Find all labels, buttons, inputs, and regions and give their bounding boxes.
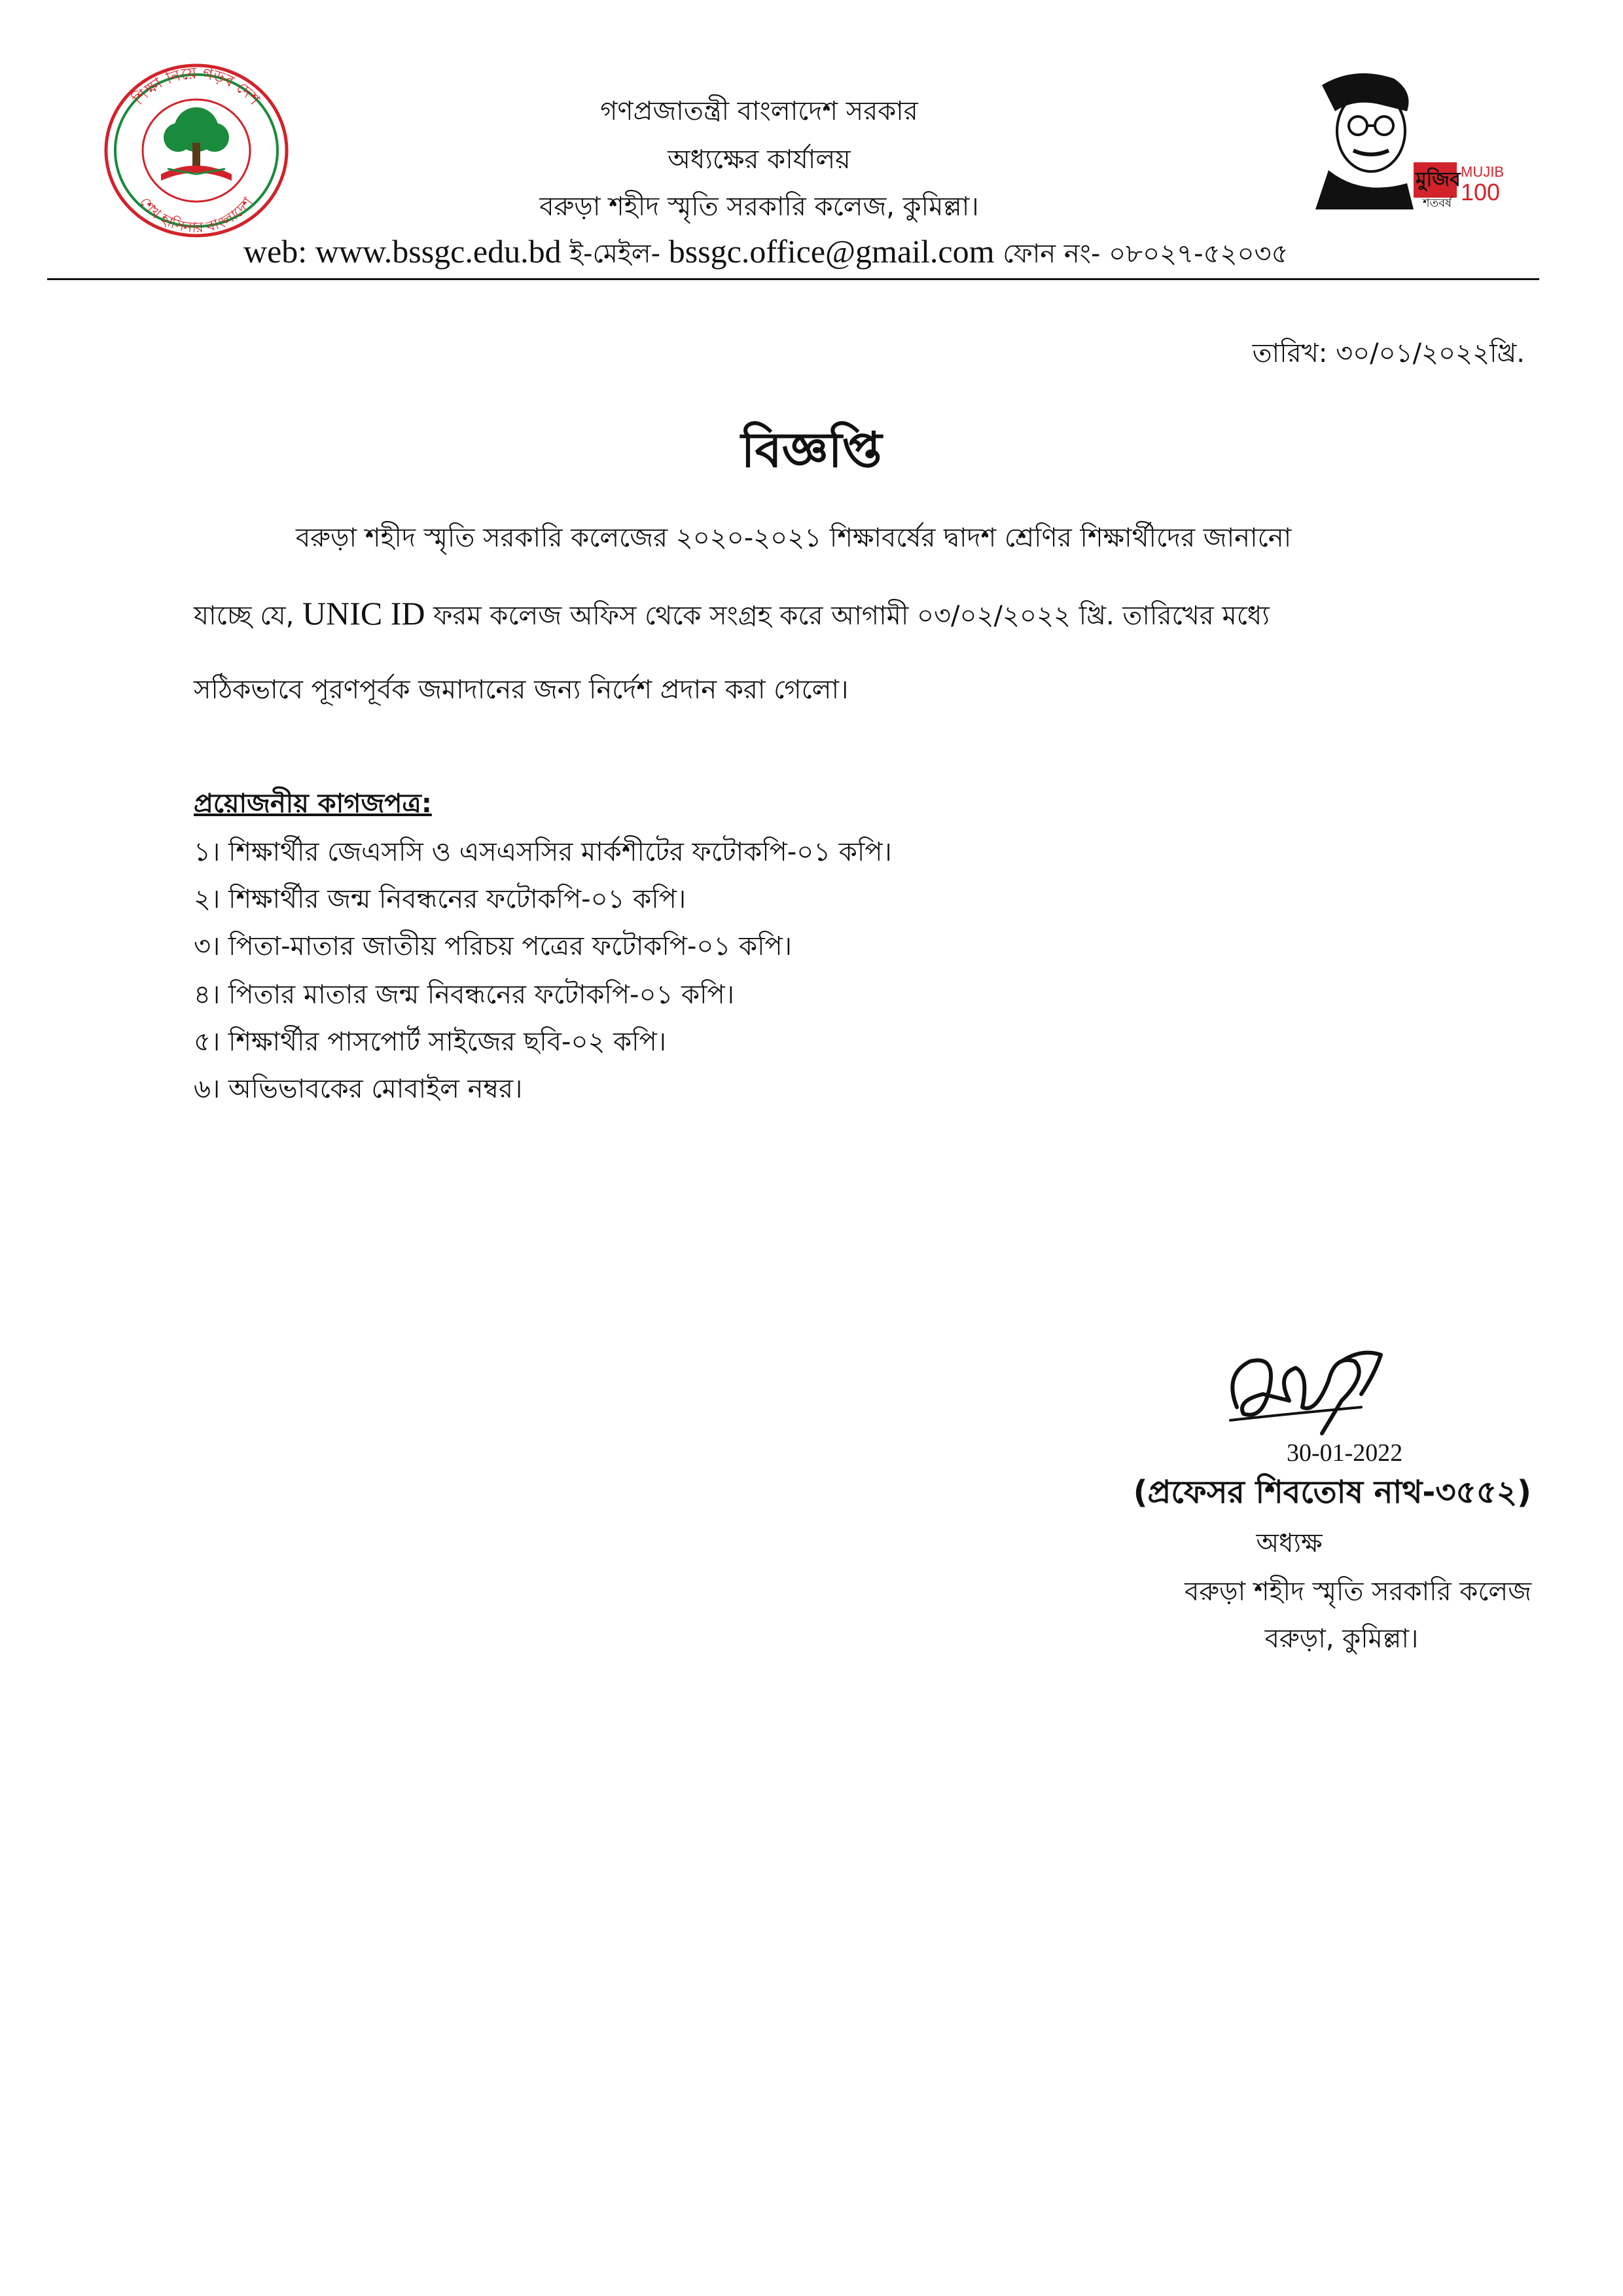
contact-line (243, 232, 1288, 277)
mujib-logo-en: MUJIB (1461, 164, 1504, 180)
notice-title: বিজ্ঞপ্তি (741, 422, 882, 478)
college-name-line: বরুড়া শহীদ স্মৃতি সরকারি কলেজ, কুমিল্লা। (539, 192, 979, 222)
requirement-item-3: ৩। পিতা-মাতার জাতীয় পরিচয় পত্রের ফটোকপি-০১ কপি। (194, 931, 792, 961)
requirement-item-2: ২। শিক্ষার্থীর জন্ম নিবন্ধনের ফটোকপি-০১ কপি। (194, 884, 687, 914)
mujib-centenary-logo (1283, 65, 1505, 216)
requirement-item-4: ৪। পিতার মাতার জন্ম নিবন্ধনের ফটোকপি-০১ কপি। (194, 980, 735, 1010)
svg-text:শিক্ষা নিয়ে গড়ব দেশ (129, 63, 264, 109)
college-logo (98, 59, 294, 242)
mujib-logo-sub: শতবর্ষ (1423, 196, 1452, 210)
signature-date: 30-01-2022 (1287, 1439, 1403, 1467)
logo-bottom-arc-text: শেখ হাসিনার বাংলাদেশ (135, 194, 257, 237)
signatory-location: বরুড়া, কুমিল্লা। (1264, 1624, 1419, 1654)
requirement-item-6: ৬। অভিভাবকের মোবাইল নম্বর। (194, 1074, 523, 1104)
requirement-item-1: ১। শিক্ষার্থীর জেএসসি ও এসএসসির মার্কশীটের ফটোকপি-০১ কপি। (194, 837, 892, 867)
office-line: অধ্যক্ষের কার্যালয় (668, 145, 851, 175)
requirement-item-5: ৫। শিক্ষার্থীর পাসপোর্ট সাইজের ছবি-০২ কপি। (194, 1027, 667, 1057)
body-line-2 (194, 594, 1535, 639)
handwritten-signature (1211, 1335, 1407, 1446)
svg-text:শেখ হাসিনার বাংলাদেশ (136, 194, 257, 236)
requirements-heading: প্রয়োজনীয় কাগজপত্র: (194, 789, 432, 819)
body-line-2-end: ফরম কলেজ অফিস থেকে সংগ্রহ করে আগামী ০৩/০২/২০২২ খ্রি. তারিখের মধ্যে (425, 601, 1270, 631)
mujib-logo-100: 100 (1461, 179, 1501, 206)
govt-line: গণপ্রজাতন্ত্রী বাংলাদেশ সরকার (600, 96, 918, 126)
notice-date: তারিখ: ৩০/০১/২০২২খ্রি. (1252, 338, 1525, 368)
phone-text: ফোন নং- ০৮০২৭-৫২০৩৫ (994, 239, 1289, 269)
signatory-institution: বরুড়া শহীদ স্মৃতি সরকারি কলেজ (1185, 1577, 1531, 1607)
mujib-logo-text: মুজিব (1416, 168, 1461, 191)
header-divider (47, 278, 1539, 280)
website-text: web: www.bssgc.edu.bd (243, 233, 562, 270)
unic-id-text: UNIC ID (302, 595, 425, 632)
email-text: bssgc.office@gmail.com (668, 233, 995, 270)
body-line-1: বরুড়া শহীদ স্মৃতি সরকারি কলেজের ২০২০-২০২১ শিক্ষাবর্ষের দ্বাদশ শ্রেণির শিক্ষার্থীদের জানানো (296, 523, 1292, 553)
body-line-3: সঠিকভাবে পূরণপূর্বক জমাদানের জন্য নির্দেশ প্রদান করা গেলো। (194, 675, 849, 705)
signatory-name: (প্রফেসর শিবতোষ নাথ-৩৫৫২) (1133, 1474, 1531, 1511)
signatory-designation: অধ্যক্ষ (1256, 1528, 1323, 1558)
body-line-2-start: যাচ্ছে যে, (194, 601, 302, 631)
email-label: ই-মেইল- (561, 239, 669, 269)
logo-top-arc-text: শিক্ষা নিয়ে গড়ব দেশ (129, 63, 264, 109)
